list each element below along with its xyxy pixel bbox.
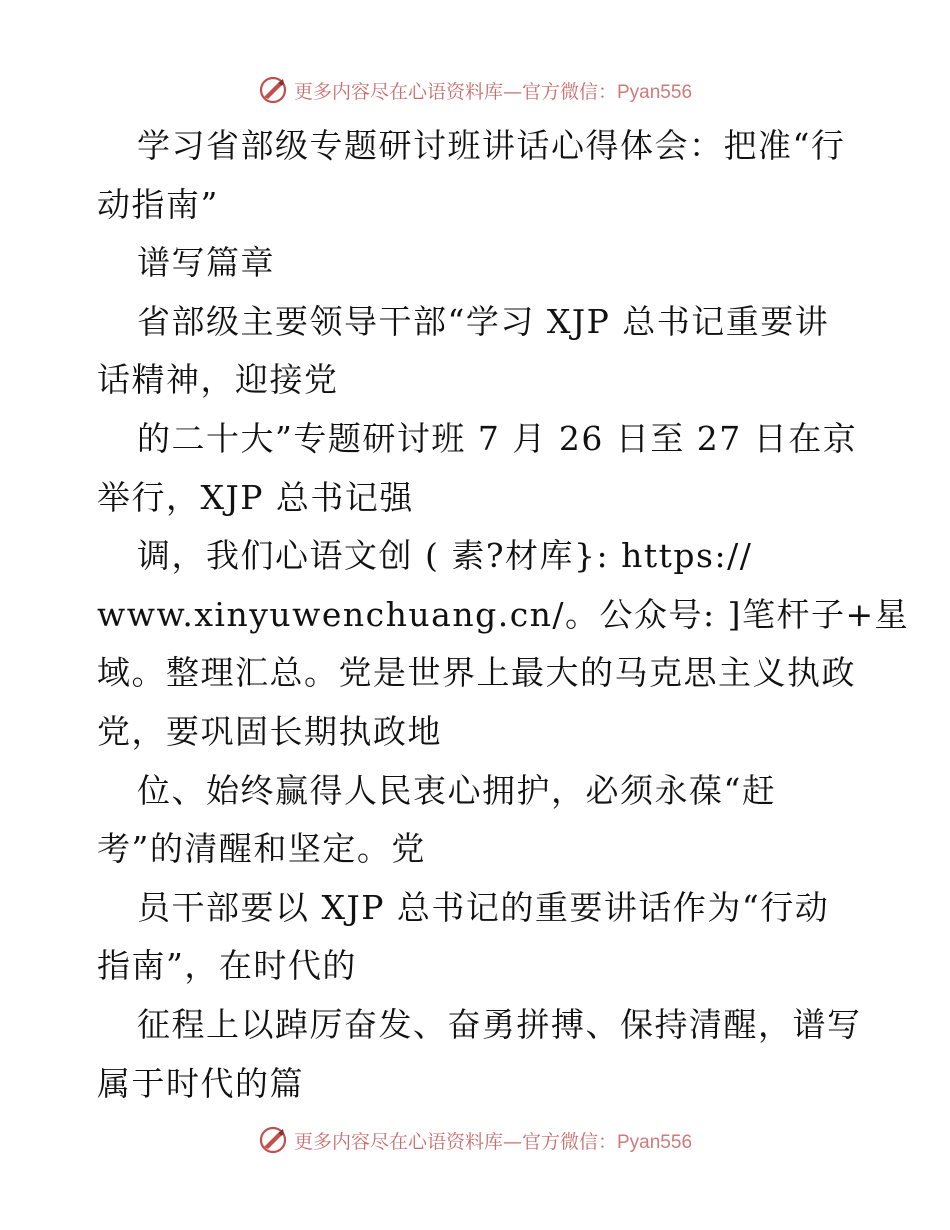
document-body	[97, 117, 910, 1113]
text-line: 的二十大”专题研讨班 7 月 26 日至 27 日在京	[137, 418, 858, 458]
banner-wechat-id: Pyan556	[617, 1131, 693, 1153]
banner-separator: —	[502, 1130, 522, 1153]
text-line: 学习省部级专题研讨班讲话心得体会：把准“行	[137, 126, 846, 165]
text-line: 属于时代的篇	[97, 1063, 304, 1103]
text-line: 位、始终赢得人民衷心拥护，必须永葆“赶	[137, 770, 777, 810]
header-watermark-banner	[0, 70, 950, 110]
footer-watermark-banner	[0, 1120, 950, 1160]
text-line: 征程上以踔厉奋发、奋勇拼搏、保持清醒，谱写	[137, 1004, 862, 1044]
text-line: 员干部要以 XJP 总书记的重要讲话作为“行动	[137, 887, 830, 927]
text-line: 动指南”	[97, 184, 219, 224]
banner-text	[294, 77, 692, 104]
text-line: 指南”，在时代的	[97, 946, 357, 986]
quill-logo-icon	[258, 1125, 288, 1155]
banner-brand: 更多内容尽在心语资料库	[293, 1130, 503, 1153]
text-line: 举行，XJP 总书记强	[97, 477, 414, 517]
text-line: www.xinyuwenchuang.cn/。公众号: ]笔杆子+星	[97, 594, 910, 634]
text-line: 话精神，迎接党	[97, 360, 339, 400]
text-line: 调，我们心语文创 ( 素?材库}: https://	[137, 536, 753, 576]
banner-separator: —	[502, 80, 522, 103]
quill-logo-icon	[258, 75, 288, 105]
banner-text	[294, 1127, 692, 1154]
text-line: 考”的清醒和坚定。党	[97, 829, 426, 869]
text-line: 省部级主要领导干部“学习 XJP 总书记重要讲	[137, 301, 830, 341]
banner-wechat-id: Pyan556	[617, 81, 693, 103]
banner-brand: 更多内容尽在心语资料库	[293, 80, 503, 103]
banner-wechat-label: 官方微信：	[521, 80, 617, 103]
banner-wechat-label: 官方微信：	[521, 1130, 617, 1153]
text-line: 党，要巩固长期执政地	[97, 711, 442, 751]
text-line: 域。整理汇总。党是世界上最大的马克思主义执政	[97, 653, 856, 693]
text-line: 谱写篇章	[137, 243, 275, 283]
